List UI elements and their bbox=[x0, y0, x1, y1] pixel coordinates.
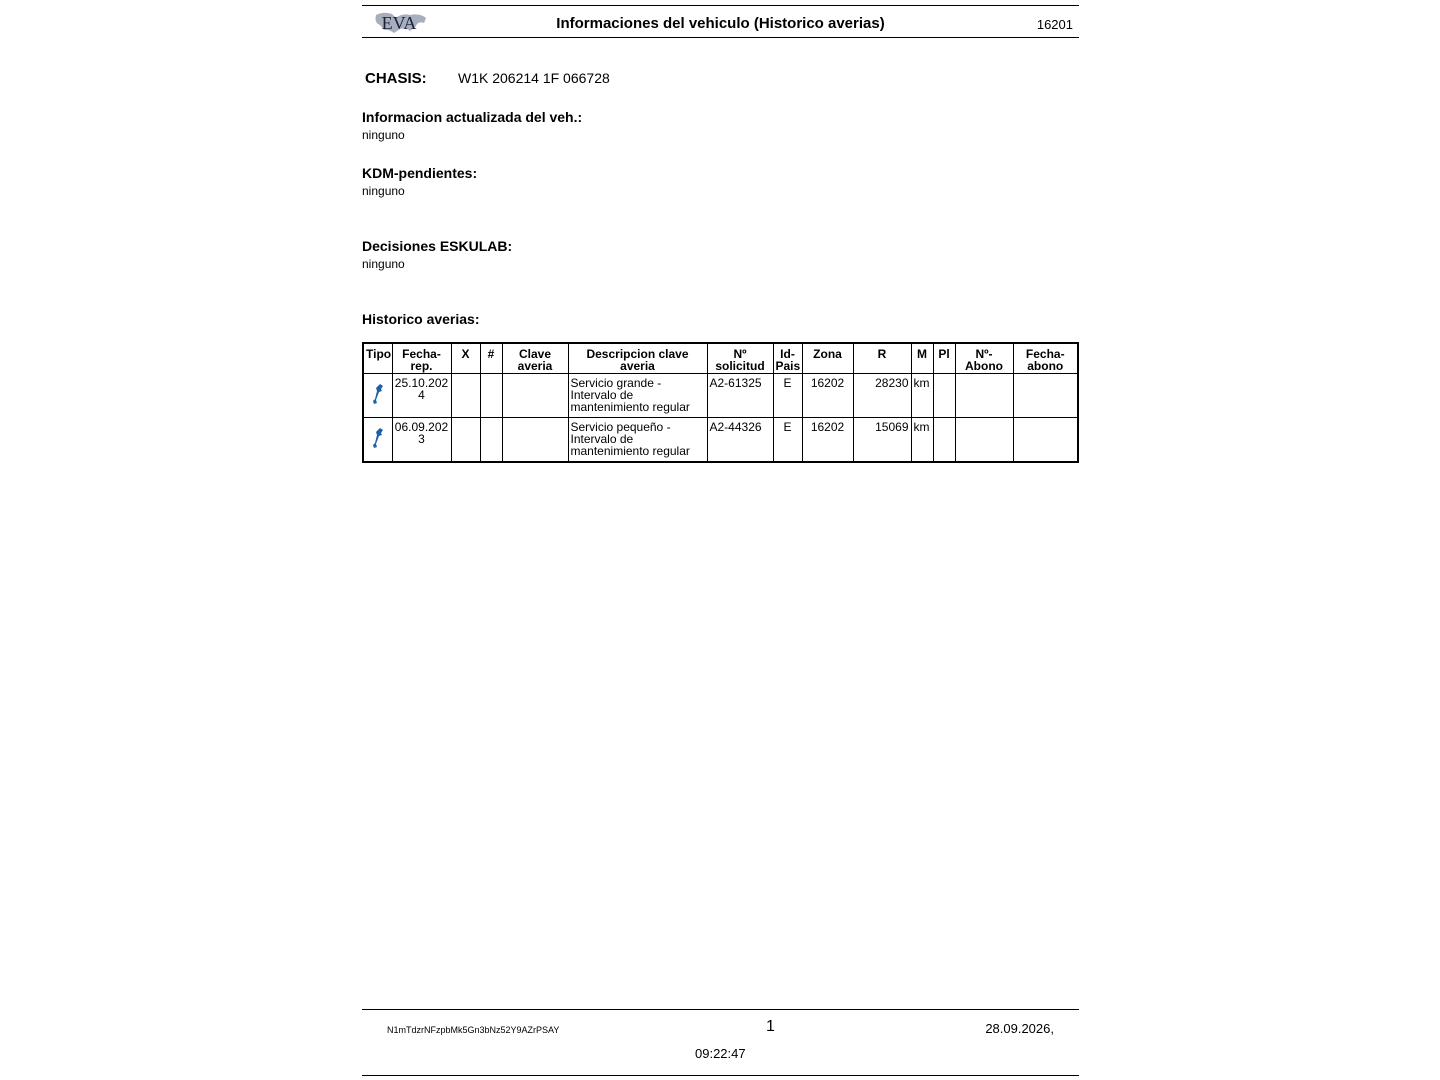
document-page bbox=[362, 0, 1079, 1080]
page-title: Informaciones del vehiculo (Historico averias) bbox=[556, 15, 885, 32]
col-header-m: M bbox=[911, 343, 933, 374]
section-label-decisiones-eskulab: Decisiones ESKULAB: bbox=[362, 238, 513, 254]
cell-pais: E bbox=[773, 374, 802, 418]
cell-pl bbox=[933, 374, 955, 418]
table-row bbox=[363, 374, 1078, 418]
footer-doc-id: N1mTdzrNFzpbMk5Gn3bNz52Y9AZrPSAY bbox=[387, 1025, 560, 1035]
col-header-zona: Zona bbox=[802, 343, 853, 374]
col-header-tipo: Tipo bbox=[363, 343, 392, 374]
footer-date: 28.09.2026, bbox=[985, 1021, 1054, 1036]
cell-m: km bbox=[911, 374, 933, 418]
section-label-info-actualizada: Informacion actualizada del veh.: bbox=[362, 109, 583, 125]
col-header-x: X bbox=[451, 343, 480, 374]
cell-m: km bbox=[911, 418, 933, 463]
col-header-no-abono: Nº-Abono bbox=[955, 343, 1013, 374]
footer-top-rule bbox=[362, 1009, 1079, 1010]
section-label-historico-averias: Historico averias: bbox=[362, 311, 480, 327]
wrench-icon bbox=[371, 427, 385, 449]
cell-solicitud: A2-61325 bbox=[707, 374, 773, 418]
cell-clave bbox=[502, 418, 568, 463]
cell-fecha-abono bbox=[1013, 418, 1078, 463]
chasis-value: W1K 206214 1F 066728 bbox=[458, 70, 610, 86]
cell-num bbox=[480, 374, 502, 418]
cell-descripcion: Servicio grande - Intervalo de mantenimiento regular bbox=[568, 374, 707, 418]
table-row bbox=[363, 418, 1078, 463]
history-table bbox=[362, 342, 1079, 463]
cell-abono bbox=[955, 418, 1013, 463]
cell-fecha-abono bbox=[1013, 374, 1078, 418]
cell-descripcion: Servicio pequeño - Intervalo de mantenimiento regular bbox=[568, 418, 707, 463]
table-header-row bbox=[363, 343, 1078, 374]
header-top-rule bbox=[362, 5, 1079, 6]
section-value-info-actualizada: ninguno bbox=[362, 128, 405, 142]
col-header-descripcion: Descripcion clave averia bbox=[568, 343, 707, 374]
cell-pais: E bbox=[773, 418, 802, 463]
chasis-label: CHASIS: bbox=[365, 70, 427, 87]
cell-num bbox=[480, 418, 502, 463]
cell-solicitud: A2-44326 bbox=[707, 418, 773, 463]
col-header-solicitud: Nº solicitud bbox=[707, 343, 773, 374]
cell-pl bbox=[933, 418, 955, 463]
section-value-kdm-pendientes: ninguno bbox=[362, 184, 405, 198]
header-code: 16201 bbox=[1036, 17, 1073, 32]
cell-zona: 16202 bbox=[802, 374, 853, 418]
eva-logo-text: EVA bbox=[381, 13, 417, 33]
cell-x bbox=[451, 418, 480, 463]
footer-page-number: 1 bbox=[766, 1018, 775, 1035]
cell-tipo bbox=[363, 418, 392, 463]
cell-r: 28230 bbox=[853, 374, 911, 418]
cell-fecha-rep: 06.09.202 3 bbox=[392, 418, 451, 463]
wrench-icon bbox=[371, 383, 385, 405]
header-bottom-rule bbox=[362, 37, 1079, 38]
col-header-pl: Pl bbox=[933, 343, 955, 374]
cell-tipo bbox=[363, 374, 392, 418]
col-header-fecha-abono: Fecha- abono bbox=[1013, 343, 1078, 374]
cell-fecha-rep: 25.10.202 4 bbox=[392, 374, 451, 418]
col-header-fecha-rep: Fecha- rep. bbox=[392, 343, 451, 374]
col-header-id-pais: Id- Pais bbox=[773, 343, 802, 374]
cell-x bbox=[451, 374, 480, 418]
section-label-kdm-pendientes: KDM-pendientes: bbox=[362, 165, 478, 181]
cell-zona: 16202 bbox=[802, 418, 853, 463]
cell-abono bbox=[955, 374, 1013, 418]
col-header-num: # bbox=[480, 343, 502, 374]
footer-bottom-rule bbox=[362, 1075, 1079, 1076]
col-header-clave-averia: Clave averia bbox=[502, 343, 568, 374]
cell-clave bbox=[502, 374, 568, 418]
cell-r: 15069 bbox=[853, 418, 911, 463]
col-header-r: R bbox=[853, 343, 911, 374]
section-value-decisiones-eskulab: ninguno bbox=[362, 257, 405, 271]
footer-time: 09:22:47 bbox=[695, 1046, 746, 1061]
